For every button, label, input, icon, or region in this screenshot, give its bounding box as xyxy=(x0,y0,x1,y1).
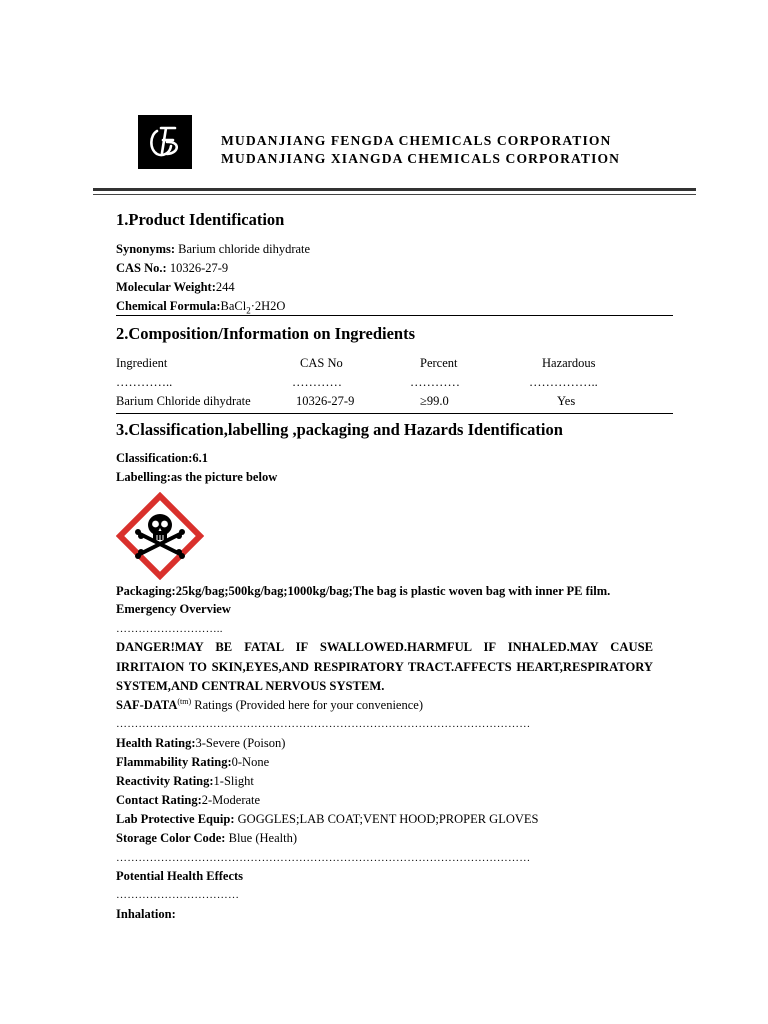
dotted-separator: ………………………………………………………………………………………………… xyxy=(116,718,531,730)
section-2-title: 2.Composition/Information on Ingredients xyxy=(116,324,416,343)
saf-data-line xyxy=(116,697,423,713)
rating-label: Contact Rating: xyxy=(116,793,202,807)
chemical-formula-rest: ·2H2O xyxy=(250,299,286,313)
table-dots: ………….. xyxy=(116,375,173,389)
rating-value: GOGGLES;LAB COAT;VENT HOOD;PROPER GLOVES xyxy=(234,812,539,826)
saf-data-trademark: (tm) xyxy=(177,697,192,706)
labelling-line: Labelling:as the picture below xyxy=(116,470,278,484)
synonyms-line xyxy=(116,241,310,257)
header-rule-thin xyxy=(93,194,696,195)
rating-flammability xyxy=(116,754,269,770)
classification-line: Classification:6.1 xyxy=(116,451,209,465)
rating-value: Blue (Health) xyxy=(225,831,297,845)
synonyms-value: Barium chloride dihydrate xyxy=(175,242,311,256)
molecular-weight-label: Molecular Weight: xyxy=(116,280,216,294)
rating-value: 3-Severe (Poison) xyxy=(195,736,286,750)
section-1-title: 1.Product Identification xyxy=(116,210,285,229)
header-rule-thick xyxy=(93,188,696,191)
fd-monogram-logo-icon xyxy=(138,115,192,169)
chemical-formula-label: Chemical Formula: xyxy=(116,299,221,313)
packaging-line: Packaging:25kg/bag;500kg/bag;1000kg/bag;The bag is plastic woven bag with inner PE film. xyxy=(116,584,611,598)
section-divider xyxy=(116,413,673,414)
inhalation-heading: Inhalation: xyxy=(116,907,176,921)
rating-value: 2-Moderate xyxy=(201,793,261,807)
chemical-formula-subscript: 2 xyxy=(246,305,251,316)
rating-health xyxy=(116,735,285,751)
table-header-percent: Percent xyxy=(420,356,458,370)
table-cell-hazardous: Yes xyxy=(557,394,576,408)
rating-label: Storage Color Code: xyxy=(116,831,226,845)
saf-data-note: Ratings (Provided here for your convenience) xyxy=(191,698,423,712)
table-cell-ingredient: Barium Chloride dihydrate xyxy=(116,394,251,408)
molecular-weight-line xyxy=(116,279,235,295)
cas-line xyxy=(116,260,228,276)
table-dots: ………… xyxy=(410,375,460,389)
company-names xyxy=(221,132,620,168)
chemical-formula-value: BaCl xyxy=(220,299,247,313)
lab-protective-equip xyxy=(116,811,539,827)
section-divider xyxy=(116,315,673,316)
emergency-overview-heading: Emergency Overview xyxy=(116,602,231,616)
table-header-cas: CAS No xyxy=(300,356,343,370)
dotted-separator: ………………………………………………………………………………………………… xyxy=(116,852,531,864)
storage-color-code xyxy=(116,830,297,846)
molecular-weight-value: 244 xyxy=(215,280,235,294)
rating-value: 1-Slight xyxy=(213,774,254,788)
cas-value: 10326-27-9 xyxy=(166,261,229,275)
rating-reactivity xyxy=(116,773,254,789)
company-name-fengda: MUDANJIANG FENGDA CHEMICALS CORPORATION xyxy=(221,133,612,148)
saf-data-label: SAF-DATA xyxy=(116,698,178,712)
cas-label: CAS No.: xyxy=(116,261,167,275)
table-cell-cas: 10326-27-9 xyxy=(296,394,355,408)
table-header-ingredient: Ingredient xyxy=(116,356,168,370)
table-dots: ………… xyxy=(292,375,342,389)
rating-contact xyxy=(116,792,260,808)
dotted-separator: …………………………… xyxy=(116,889,240,901)
danger-statement: DANGER!MAY BE FATAL IF SWALLOWED.HARMFUL IF INHALED.MAY CAUSE IRRITAION TO SKIN,EYES,AND RESPIRATORY TRACT.AFFECTS HEART,RESPIRATORY SYSTEM,AND CENTRAL NERVOUS SYSTEM. xyxy=(116,640,653,693)
table-dots: …………….. xyxy=(529,375,598,389)
table-header-hazardous: Hazardous xyxy=(542,356,596,370)
rating-label: Flammability Rating: xyxy=(116,755,232,769)
rating-value: 0-None xyxy=(231,755,270,769)
table-cell-percent: ≥99.0 xyxy=(420,394,449,408)
rating-label: Reactivity Rating: xyxy=(116,774,214,788)
potential-health-effects-heading: Potential Health Effects xyxy=(116,869,244,883)
company-name-xiangda: MUDANJIANG XIANGDA CHEMICALS CORPORATION xyxy=(221,151,621,166)
skull-crossbones-ghs-icon xyxy=(116,492,204,580)
section-3-title: 3.Classification,labelling ,packaging and Hazards Identification xyxy=(116,420,563,439)
rating-label: Lab Protective Equip: xyxy=(116,812,235,826)
dotted-separator: ……………………….. xyxy=(116,623,223,635)
synonyms-label: Synonyms: xyxy=(116,242,176,256)
rating-label: Health Rating: xyxy=(116,736,196,750)
